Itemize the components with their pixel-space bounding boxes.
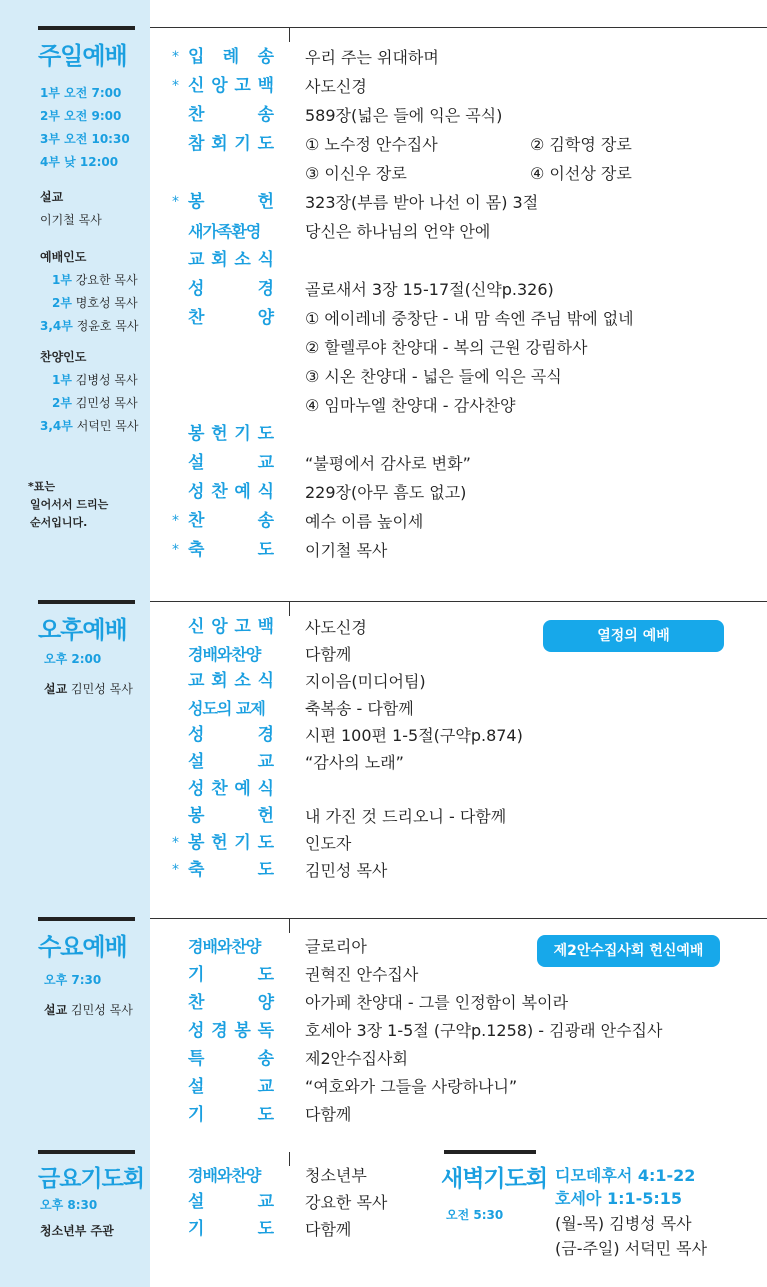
order-row [0, 43, 767, 72]
order-label: 기 도 [188, 965, 274, 985]
order-row [0, 130, 767, 159]
order-row [0, 246, 767, 275]
order-row [0, 776, 767, 803]
order-row [0, 722, 767, 749]
order-label: 경배와찬양 [188, 937, 261, 956]
order-label: 성 찬 예 식 [188, 779, 274, 799]
dawn-title: 새벽기도회 [441, 1166, 548, 1192]
section-title: 금요기도회 [38, 1166, 145, 1192]
order-value: “여호와가 그들을 사랑하나니” [305, 1077, 518, 1096]
star-marker: * [172, 513, 179, 529]
order-value: 예수 이름 높이세 [305, 512, 424, 531]
section-tick [289, 919, 290, 933]
order-row [0, 1073, 767, 1101]
order-label: 봉 헌 [188, 192, 274, 212]
order-row [0, 449, 767, 478]
order-value: 다함께 [305, 1220, 352, 1239]
section-title: 수요예배 [38, 933, 127, 961]
star-marker: * [172, 542, 179, 558]
order-row [0, 391, 767, 420]
order-row [0, 159, 767, 188]
order-value: ④ 임마누엘 찬양대 - 감사찬양 [305, 396, 516, 415]
star-marker: * [172, 862, 179, 878]
order-value: 강요한 목사 [305, 1193, 388, 1212]
section-rule [444, 1150, 536, 1154]
order-value: 지이음(미디어팀) [305, 672, 426, 691]
order-value: 589장(넓은 들에 익은 곡식) [305, 106, 503, 125]
order-label: 설 교 [188, 1077, 274, 1097]
order-label: 설 교 [188, 1192, 274, 1212]
order-value: 김민성 목사 [305, 861, 388, 880]
order-row [0, 275, 767, 304]
order-row [0, 641, 767, 668]
order-label: 기 도 [188, 1219, 274, 1239]
section-tick [289, 28, 290, 42]
order-label: 봉 헌 기 도 [188, 833, 274, 853]
order-label: 신 앙 고 백 [188, 76, 274, 96]
star-marker: * [172, 78, 179, 94]
order-list [0, 43, 767, 565]
order-label: 기 도 [188, 1105, 274, 1125]
order-value: 호세아 3장 1-5절 (구약p.1258) - 김광래 안수집사 [305, 1021, 663, 1040]
order-label: 봉 헌 기 도 [188, 424, 274, 444]
dawn-details: 디모데후서 4:1-22 호세아 1:1-5:15 (월-목) 김병성 목사 (금-주일) 서덕민 목사 [555, 1166, 708, 1258]
order-label: 찬 송 [188, 511, 274, 531]
order-value: ① 노수정 안수집사 [305, 135, 438, 154]
sunday-section [0, 26, 767, 586]
order-value: ① 에이레네 중창단 - 내 맘 속엔 주님 밖에 없네 [305, 309, 634, 328]
order-row [0, 803, 767, 830]
order-value-secondary: ② 김학영 장로 [530, 135, 632, 154]
order-row [0, 188, 767, 217]
order-value: 시편 100편 1-5절(구약p.874) [305, 726, 523, 745]
order-value: 골로새서 3장 15-17절(신약p.326) [305, 280, 554, 299]
order-value: 내 가진 것 드리오니 - 다함께 [305, 807, 507, 826]
service-time: 오후 7:30 [44, 973, 102, 987]
theme-badge: 제2안수집사회 헌신예배 [537, 935, 720, 967]
star-marker: * [172, 49, 179, 65]
order-row [0, 1017, 767, 1045]
order-list [0, 614, 767, 884]
order-row [0, 420, 767, 449]
order-value: 권혁진 안수집사 [305, 965, 419, 984]
section-hline [150, 27, 767, 28]
star-marker: * [172, 194, 179, 210]
wednesday-section [0, 917, 767, 1137]
order-value: ② 할렐루야 찬양대 - 복의 근원 강림하사 [305, 338, 588, 357]
section-rule [38, 1150, 135, 1154]
order-row [0, 1045, 767, 1073]
order-value: 다함께 [305, 1105, 352, 1124]
afternoon-section [0, 600, 767, 900]
order-row [0, 217, 767, 246]
section-hline [150, 601, 767, 602]
order-value: ③ 이신우 장로 [305, 164, 407, 183]
order-value: 사도신경 [305, 77, 367, 96]
order-value: 우리 주는 위대하며 [305, 48, 439, 67]
host-info: 청소년부 주관 [40, 1224, 114, 1238]
order-label: 교 회 소 식 [188, 250, 274, 270]
section-hline [150, 918, 767, 919]
star-marker: * [172, 835, 179, 851]
order-label: 성 경 [188, 279, 274, 299]
order-label: 경배와찬양 [188, 645, 261, 664]
order-label: 신 앙 고 백 [188, 617, 274, 637]
order-row [0, 333, 767, 362]
order-label: 성도의 교제 [188, 699, 265, 718]
sermon-info: 설교 김민성 목사 [44, 1003, 133, 1017]
sermon-info: 설교 이기철 목사 [40, 190, 102, 227]
order-label: 참 회 기 도 [188, 134, 274, 154]
order-row [0, 695, 767, 722]
order-row [0, 1101, 767, 1129]
order-value: 323장(부름 받아 나선 이 몸) 3절 [305, 193, 539, 212]
order-row [0, 933, 767, 961]
order-label: 특 송 [188, 1049, 274, 1069]
order-value: 인도자 [305, 834, 352, 853]
order-value: “감사의 노래” [305, 753, 404, 772]
order-value: 축복송 - 다함께 [305, 699, 414, 718]
order-value: “불평에서 감사로 변화” [305, 454, 471, 473]
order-label: 성 경 [188, 725, 274, 745]
order-label: 새가족환영 [188, 222, 261, 241]
section-title: 오후예배 [38, 616, 127, 644]
section-title: 주일예배 [38, 42, 127, 70]
order-label: 설 교 [188, 752, 274, 772]
order-row [0, 507, 767, 536]
friday-section [0, 1150, 767, 1287]
order-label: 찬 양 [188, 308, 274, 328]
order-value: 당신은 하나님의 언약 안에 [305, 222, 491, 241]
order-label: 축 도 [188, 860, 274, 880]
order-list [0, 933, 767, 1129]
theme-badge: 열정의 예배 [543, 620, 724, 652]
order-row [0, 614, 767, 641]
order-row [0, 72, 767, 101]
order-label: 설 교 [188, 453, 274, 473]
order-row [0, 857, 767, 884]
order-value: ③ 시온 찬양대 - 넓은 들에 익은 곡식 [305, 367, 562, 386]
order-row [0, 304, 767, 333]
order-value: 사도신경 [305, 618, 367, 637]
service-time: 오후 8:30 [40, 1198, 98, 1212]
dawn-time: 오전 5:30 [446, 1208, 504, 1222]
order-label: 교 회 소 식 [188, 671, 274, 691]
order-label: 찬 양 [188, 993, 274, 1013]
order-row [0, 989, 767, 1017]
order-row [0, 668, 767, 695]
section-rule [38, 917, 135, 921]
order-row [0, 749, 767, 776]
service-time: 오후 2:00 [44, 652, 102, 666]
order-row [0, 830, 767, 857]
sermon-info: 설교 김민성 목사 [44, 682, 133, 696]
section-rule [38, 600, 135, 604]
order-label: 축 도 [188, 540, 274, 560]
order-row [0, 536, 767, 565]
order-value: 글로리아 [305, 937, 367, 956]
standing-note: *표는 일어서서 드리는 순서입니다. [28, 480, 109, 529]
order-label: 성 경 봉 독 [188, 1021, 274, 1041]
order-value: 제2안수집사회 [305, 1049, 408, 1068]
order-row [0, 961, 767, 989]
order-label: 경배와찬양 [188, 1166, 261, 1185]
order-value-secondary: ④ 이선상 장로 [530, 164, 632, 183]
praise-leaders: 찬양인도 1부 김병성 목사 2부 김민성 목사 3,4부 서덕민 목사 [40, 350, 139, 433]
order-value: 이기철 목사 [305, 541, 388, 560]
service-times: 1부 오전 7:00 2부 오전 9:00 3부 오전 10:30 4부 낮 12:00 [40, 86, 130, 169]
order-value: 다함께 [305, 645, 352, 664]
section-rule [38, 26, 135, 30]
order-label: 성 찬 예 식 [188, 482, 274, 502]
order-value: 아가페 찬양대 - 그를 인정함이 복이라 [305, 993, 569, 1012]
order-label: 입 례 송 [188, 47, 274, 67]
order-label: 찬 송 [188, 105, 274, 125]
order-value: 229장(아무 흠도 없고) [305, 483, 467, 502]
order-value: 청소년부 [305, 1166, 367, 1185]
worship-leaders: 예배인도 1부 강요한 목사 2부 명호성 목사 3,4부 정윤호 목사 [40, 250, 139, 333]
order-row [0, 478, 767, 507]
order-label: 봉 헌 [188, 806, 274, 826]
order-row [0, 362, 767, 391]
order-row [0, 101, 767, 130]
